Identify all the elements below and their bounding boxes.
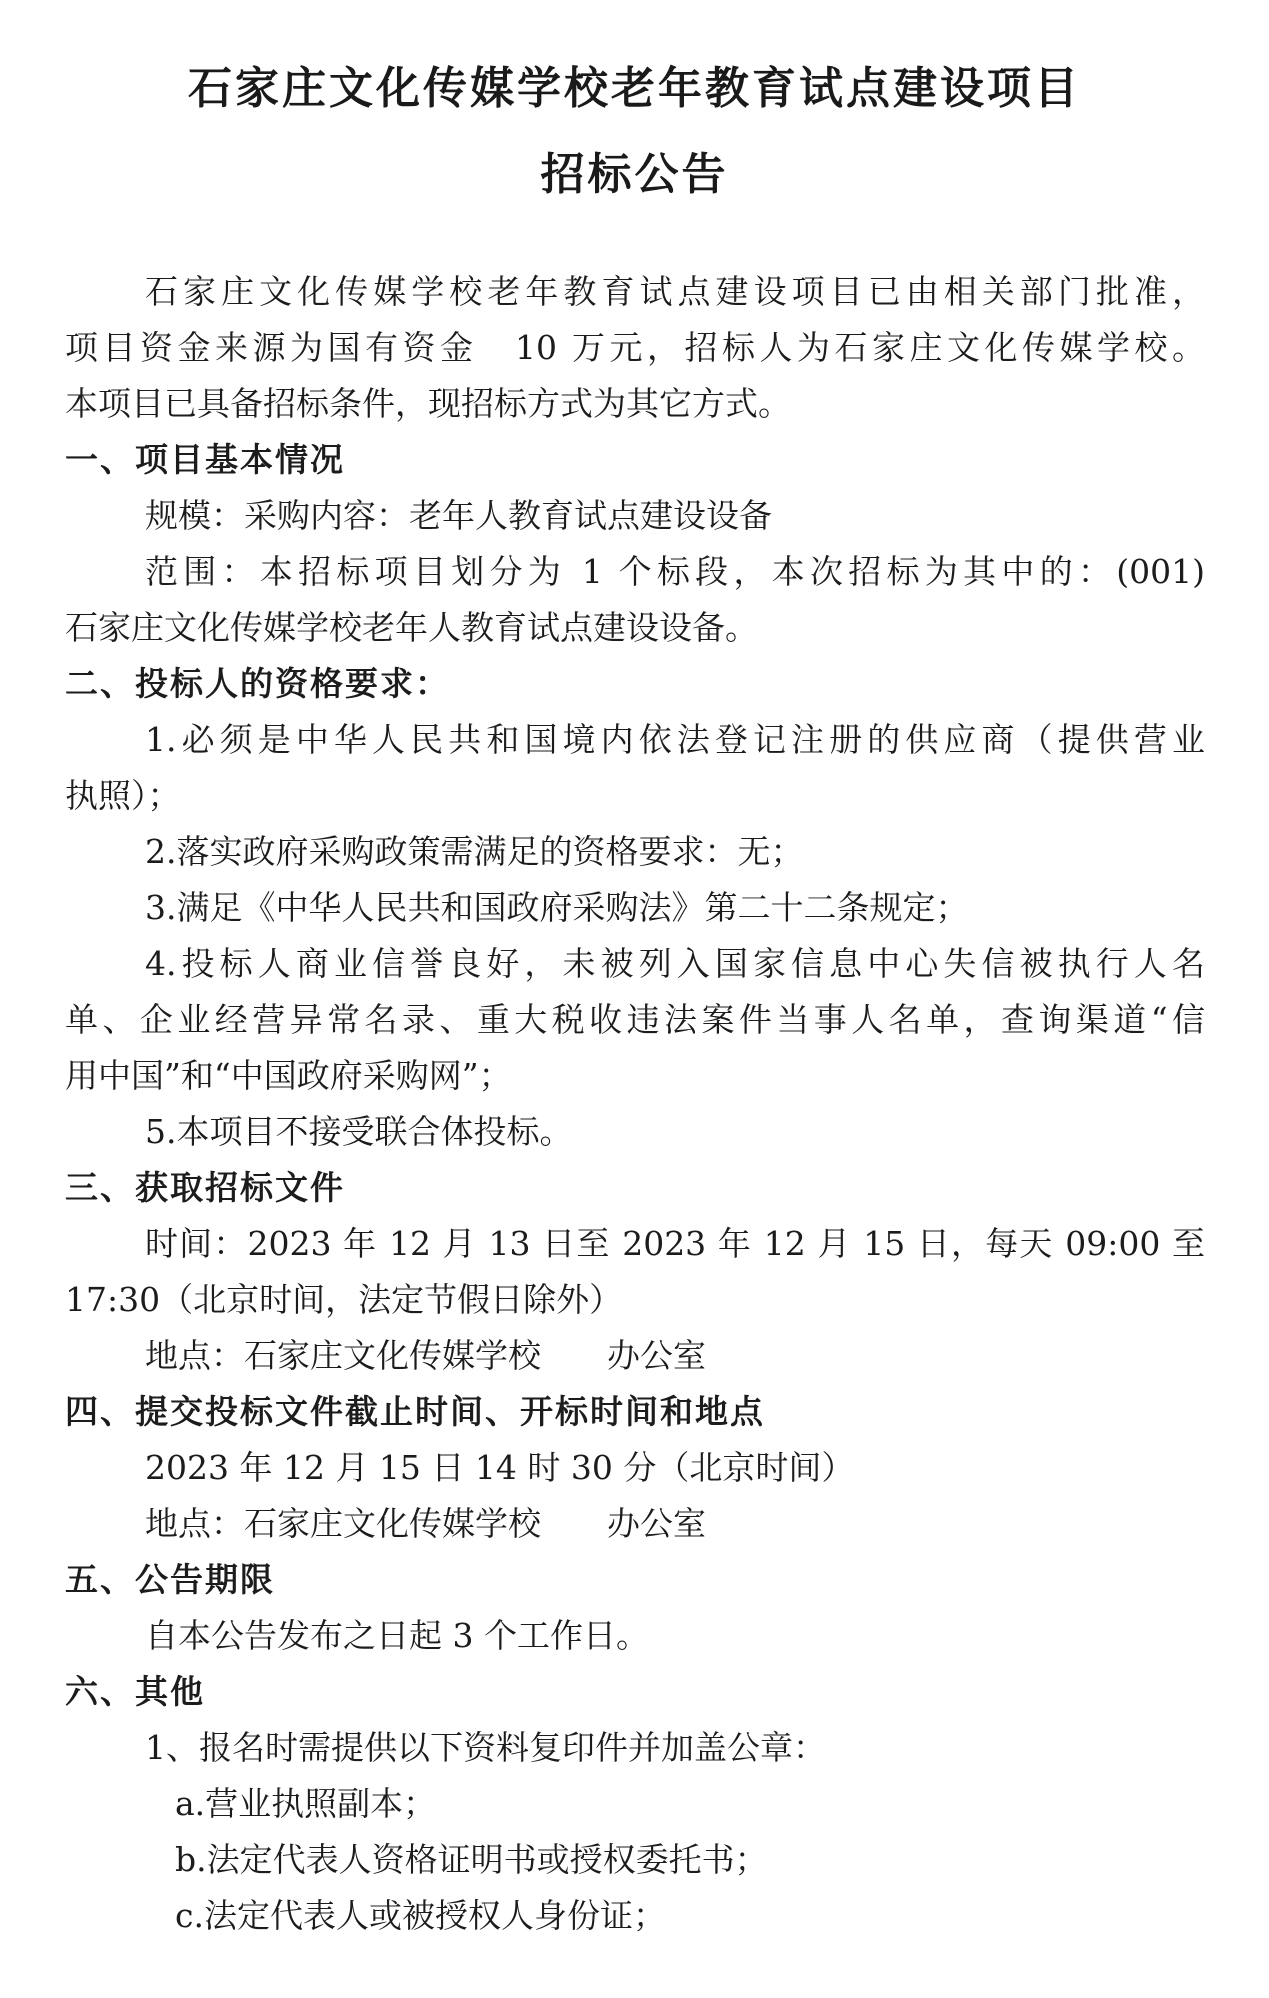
section-6-heading: 六、其他: [65, 1672, 205, 1711]
section-1-scope-line-2: 石家庄文化传媒学校老年人教育试点建设设备。: [65, 608, 758, 647]
section-2-item-4-line-3: 用中国”和“中国政府采购网”；: [65, 1056, 512, 1095]
section-4-time: 2023 年 12 月 15 日 14 时 30 分（北京时间）: [145, 1448, 855, 1487]
intro-line-3: 本项目已具备招标条件，现招标方式为其它方式。: [65, 384, 791, 423]
section-2-item-2: 2.落实政府采购政策需满足的资格要求：无；: [145, 832, 804, 871]
intro-line-2: 项目资金来源为国有资金 10 万元，招标人为石家庄文化传媒学校。: [65, 328, 1205, 367]
section-5-heading: 五、公告期限: [65, 1560, 275, 1599]
section-1-scope-line-1: 范围：本招标项目划分为 1 个标段，本次招标为其中的：(001): [145, 552, 1205, 591]
section-1-scale: 规模：采购内容：老年人教育试点建设设备: [145, 496, 772, 535]
section-3-time-line-2: 17:30（北京时间，法定节假日除外）: [65, 1280, 623, 1319]
section-5-text: 自本公告发布之日起 3 个工作日。: [145, 1616, 649, 1655]
section-2-item-5: 5.本项目不接受联合体投标。: [145, 1112, 573, 1151]
document-title: 石家庄文化传媒学校老年教育试点建设项目: [188, 63, 1081, 114]
section-4-place: 地点：石家庄文化传媒学校 办公室: [145, 1504, 706, 1543]
section-3-heading: 三、获取招标文件: [65, 1168, 345, 1207]
section-2-item-4-line-1: 4.投标人商业信誉良好，未被列入国家信息中心失信被执行人名: [145, 944, 1205, 983]
section-6-sub-a: a.营业执照副本；: [175, 1784, 437, 1823]
section-2-heading: 二、投标人的资格要求：: [65, 664, 450, 703]
section-6-sub-c: c.法定代表人或被授权人身份证；: [175, 1896, 666, 1935]
section-2-item-1-line-2: 执照）；: [65, 776, 181, 815]
section-1-heading: 一、项目基本情况: [65, 440, 345, 479]
section-2-item-1-line-1: 1.必须是中华人民共和国境内依法登记注册的供应商（提供营业: [145, 720, 1205, 759]
section-3-place: 地点：石家庄文化传媒学校 办公室: [145, 1336, 706, 1375]
section-6-item-1: 1、报名时需提供以下资料复印件并加盖公章：: [145, 1728, 826, 1767]
section-6-sub-b: b.法定代表人资格证明书或授权委托书；: [175, 1840, 768, 1879]
section-2-item-3: 3.满足《中华人民共和国政府采购法》第二十二条规定；: [145, 888, 969, 927]
section-2-item-4-line-2: 单、企业经营异常名录、重大税收违法案件当事人名单，查询渠道“信: [65, 1000, 1205, 1039]
section-3-time-line-1: 时间：2023 年 12 月 13 日至 2023 年 12 月 15 日，每天 09:00 至: [145, 1224, 1205, 1263]
document-subtitle: 招标公告: [540, 149, 729, 200]
section-4-heading: 四、提交投标文件截止时间、开标时间和地点: [65, 1392, 765, 1431]
intro-line-1: 石家庄文化传媒学校老年教育试点建设项目已由相关部门批准，: [145, 272, 1205, 311]
